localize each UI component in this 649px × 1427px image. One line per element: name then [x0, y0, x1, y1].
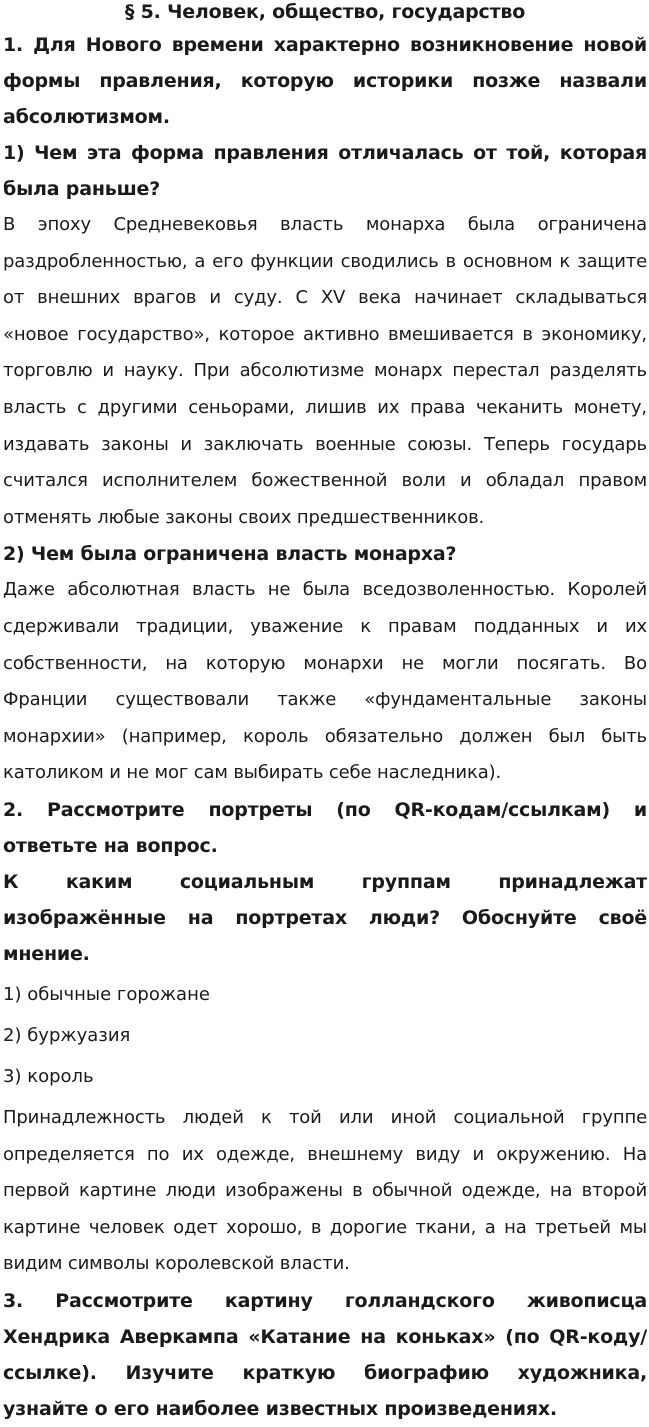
task-1-answer-1: В эпоху Средневековья власть монарха была ограничена раздробленностью, а его функции сводились в основном к защите от внешних врагов и суду. С XV века начинает складываться «новое государство», которое активно вмешивается в экономику, торговлю и науку. При абсолютизме монарх перестал разделять власть с другими сеньорами, лишив их права чеканить монету, издавать законы и заключать военные союзы. Теперь государь считался исполнителем божественной воли и обладал правом отменять любые законы своих предшественников.: [3, 214, 647, 528]
task-2-answer: Принадлежность людей к той или иной социальной группе определяется по их одежде, внешнему виду и окружению. На первой картине люди изображены в обычной одежде, на второй картине человек одет хорошо, в дорогие ткани, а на третьей мы видим символы королевской власти.: [3, 1106, 647, 1275]
task-1-heading: 1. Для Нового времени характерно возникновение новой формы правления, которую историки позже назвали абсолютизмом.: [3, 34, 647, 128]
task-2-heading: 2. Рассмотрите портреты (по QR-кодам/ссылкам) и ответьте на вопрос.: [3, 798, 647, 857]
task-2-question: К каким социальным группам принадлежат изображённые на портретах люди? Обоснуйте своё мнение.: [3, 870, 647, 965]
task-1-answer-2: Даже абсолютная власть не была вседозволенностью. Королей сдерживали традиции, уважение к правам подданных и их собственности, на которую монархи не могли посягать. Во Франции существовали также «фундаментальные законы монархии» (например, король обязательно должен был быть католиком и не мог сам выбирать себе наследника).: [3, 579, 647, 784]
section-title: § 5. Человек, общество, государство: [124, 1, 526, 23]
list-item: 3) король: [3, 1065, 94, 1087]
task-1-question-2: 2) Чем была ограничена власть монарха?: [3, 543, 457, 566]
list-item: 1) обычные горожане: [3, 983, 210, 1005]
list-item: 2) буржуазия: [3, 1024, 131, 1046]
task-1-question-1: 1) Чем эта форма правления отличалась от той, которая была раньше?: [3, 142, 647, 200]
task-3-heading: 3. Рассмотрите картину голландского живописца Хендрика Аверкампа «Катание на коньках» (по QR-коду/ссылке). Изучите краткую биографию художника, узнайте о его наиболее известных произведениях.: [3, 1289, 647, 1420]
document-page: [3, 0, 647, 1427]
